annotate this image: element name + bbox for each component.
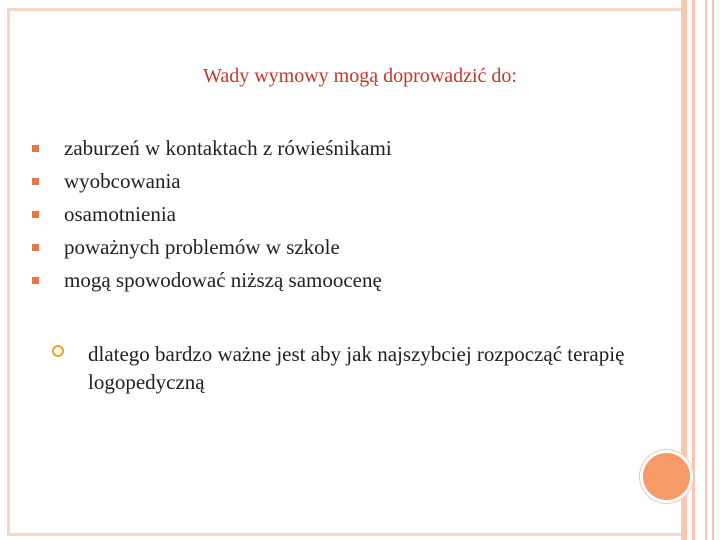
square-bullet-icon [32,211,39,218]
square-bullet-icon [32,178,39,185]
conclusion-text: dlatego bardzo ważne jest aby jak najszybciej rozpocząć terapię logopedyczną [88,342,625,394]
square-bullet-icon [32,244,39,251]
list-item-text: wyobcowania [64,169,181,193]
ring-bullet-icon [52,345,64,357]
list-item-text: mogą spowodować niższą samoocenę [64,268,382,292]
title-rest: mogą doprowadzić do: [328,65,517,87]
list-item-text: osamotnienia [64,202,176,226]
slide-title [0,64,720,88]
decorative-circle-icon [640,450,693,503]
square-bullet-icon [32,277,39,284]
list-item-text: zaburzeń w kontaktach z rówieśnikami [64,136,392,160]
list-item-text: poważnych problemów w szkole [64,235,340,259]
title-accent: Wady wymowy [203,65,329,87]
square-bullet-icon [32,145,39,152]
